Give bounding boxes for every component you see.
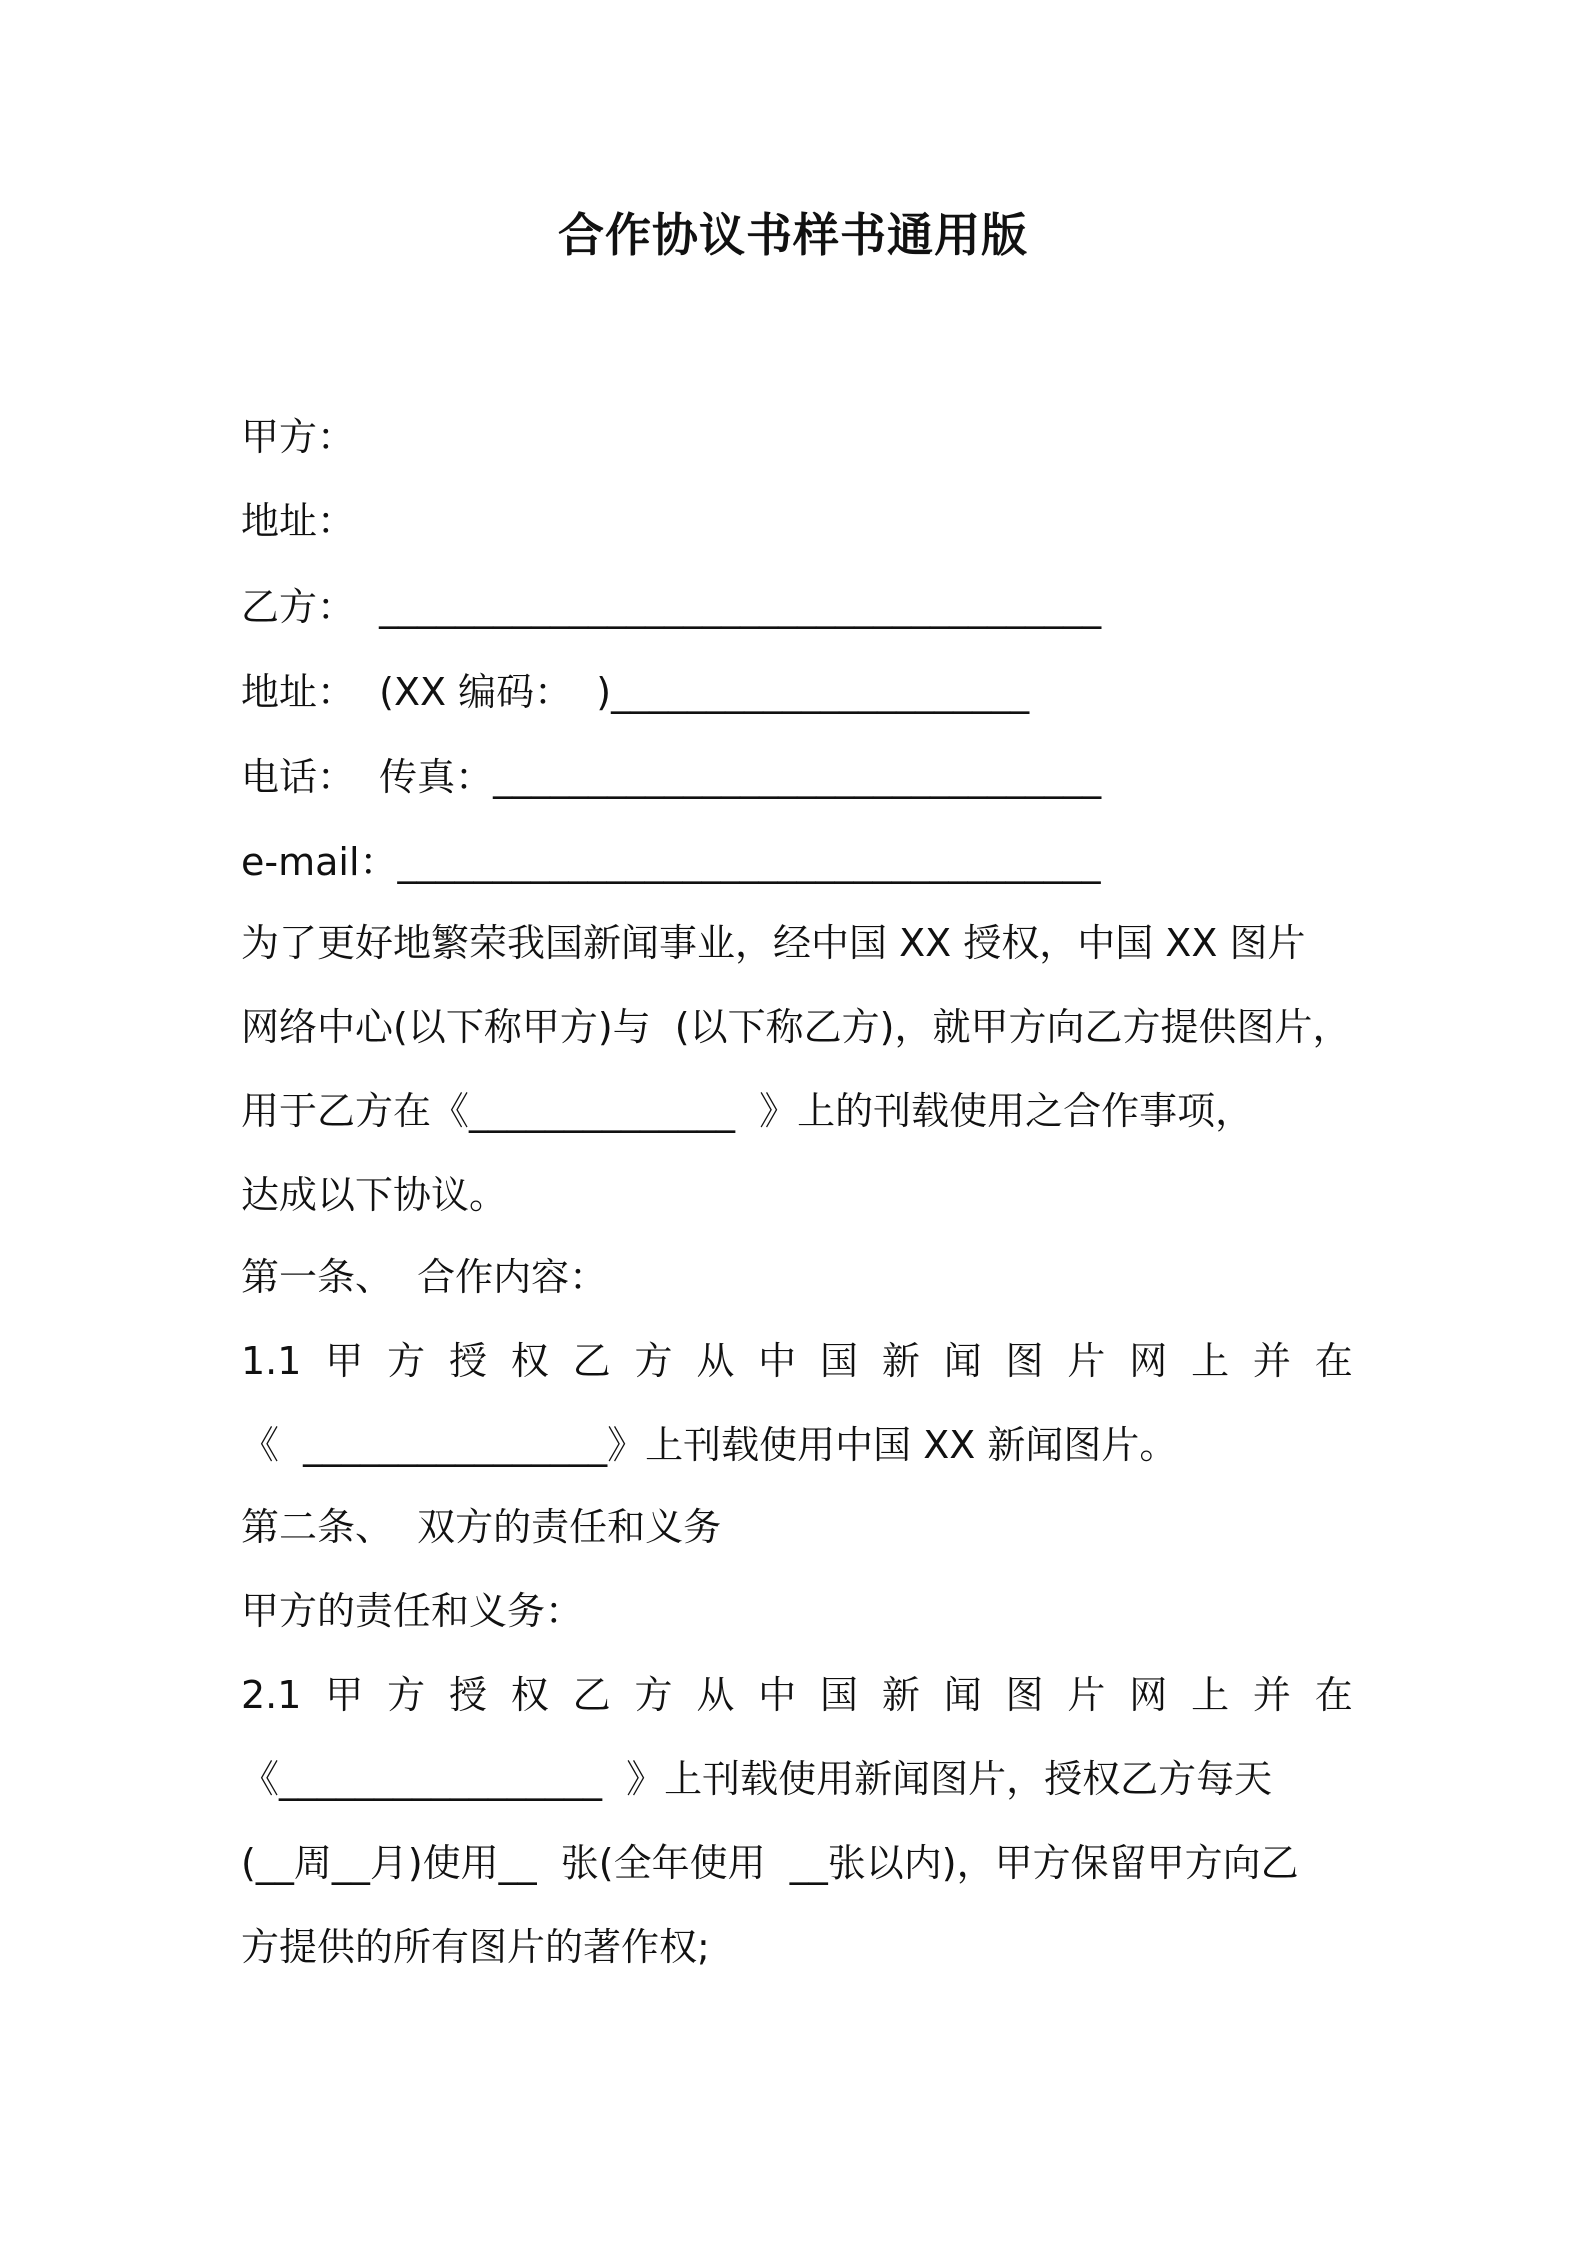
clause-text-token: 甲	[325, 1339, 364, 1383]
article-1-heading: 第一条、 合作内容：	[241, 1255, 608, 1299]
clause-text-token: 上	[1191, 1673, 1230, 1717]
clause-text-token: 并	[1252, 1673, 1291, 1717]
clause-text-token: 从	[696, 1339, 735, 1383]
clause-text-token: 方	[634, 1673, 673, 1717]
phone-fax-line: 电话： 传真：________________________________	[241, 755, 1102, 799]
intro-paragraph-line-2: 网络中心(以下称甲方)与 (以下称乙方)，就甲方向乙方提供图片，	[241, 1005, 1351, 1049]
clause-text-token: 乙	[572, 1339, 611, 1383]
clause-text-token: 方	[387, 1339, 426, 1383]
clause-text-token: 图	[1005, 1339, 1044, 1383]
clause-text-token: 方	[387, 1673, 426, 1717]
clause-text-token: 上	[1191, 1339, 1230, 1383]
clause-text-token: 新	[881, 1673, 920, 1717]
clause-text-token: 在	[1314, 1673, 1353, 1717]
clause-2-1-line-4: 方提供的所有图片的著作权;	[241, 1925, 710, 1969]
clause-text-token: 乙	[572, 1673, 611, 1717]
clause-text-token: 片	[1067, 1673, 1106, 1717]
article-2-heading: 第二条、 双方的责任和义务	[241, 1505, 722, 1549]
clause-text-token: 片	[1067, 1339, 1106, 1383]
party-a-label: 甲方：	[241, 415, 356, 459]
clause-text-token: 授	[448, 1339, 487, 1383]
clause-text-token: 方	[634, 1339, 673, 1383]
clause-text-token: 新	[881, 1339, 920, 1383]
clause-text-token: 图	[1005, 1673, 1044, 1717]
clause-2-1-line-1	[241, 1673, 1353, 1717]
clause-text-token: 网	[1129, 1673, 1168, 1717]
intro-paragraph-line-3: 用于乙方在《______________ 》上的刊载使用之合作事项，	[241, 1089, 1254, 1133]
clause-text-token: 网	[1129, 1339, 1168, 1383]
clause-2-1-line-2: 《_________________ 》上刊载使用新闻图片，授权乙方每天	[241, 1757, 1273, 1801]
clause-text-token: 并	[1252, 1339, 1291, 1383]
party-b-label: 乙方： ______________________________________	[241, 585, 1102, 629]
clause-text-token: 国	[820, 1673, 859, 1717]
intro-paragraph-line-1: 为了更好地繁荣我国新闻事业，经中国 XX 授权，中国 XX 图片	[241, 921, 1306, 965]
clause-text-token: 闻	[943, 1673, 982, 1717]
clause-text-token: 国	[820, 1339, 859, 1383]
clause-text-token: 2.1	[241, 1673, 302, 1717]
clause-1-1-line-2: 《 ________________》上刊载使用中国 XX 新闻图片。	[241, 1423, 1178, 1467]
clause-text-token: 中	[758, 1673, 797, 1717]
clause-text-token: 中	[758, 1339, 797, 1383]
party-a-duties-heading: 甲方的责任和义务：	[241, 1589, 584, 1633]
email-line: e-mail：_____________________________________	[241, 840, 1101, 884]
clause-text-token: 从	[696, 1673, 735, 1717]
clause-text-token: 闻	[943, 1339, 982, 1383]
clause-text-token: 权	[510, 1673, 549, 1717]
clause-text-token: 权	[510, 1339, 549, 1383]
clause-text-token: 1.1	[241, 1339, 302, 1383]
party-b-address: 地址： (XX 编码： )______________________	[241, 670, 1030, 714]
clause-text-token: 在	[1314, 1339, 1353, 1383]
clause-2-1-line-3: (__周__月)使用__ 张(全年使用 __张以内)，甲方保留甲方向乙	[241, 1841, 1299, 1885]
clause-text-token: 甲	[325, 1673, 364, 1717]
clause-text-token: 授	[448, 1673, 487, 1717]
intro-paragraph-line-4: 达成以下协议。	[241, 1173, 508, 1217]
party-a-address: 地址：	[241, 499, 356, 543]
clause-1-1-line-1	[241, 1339, 1353, 1383]
document-title: 合作协议书样书通用版	[558, 208, 1028, 262]
